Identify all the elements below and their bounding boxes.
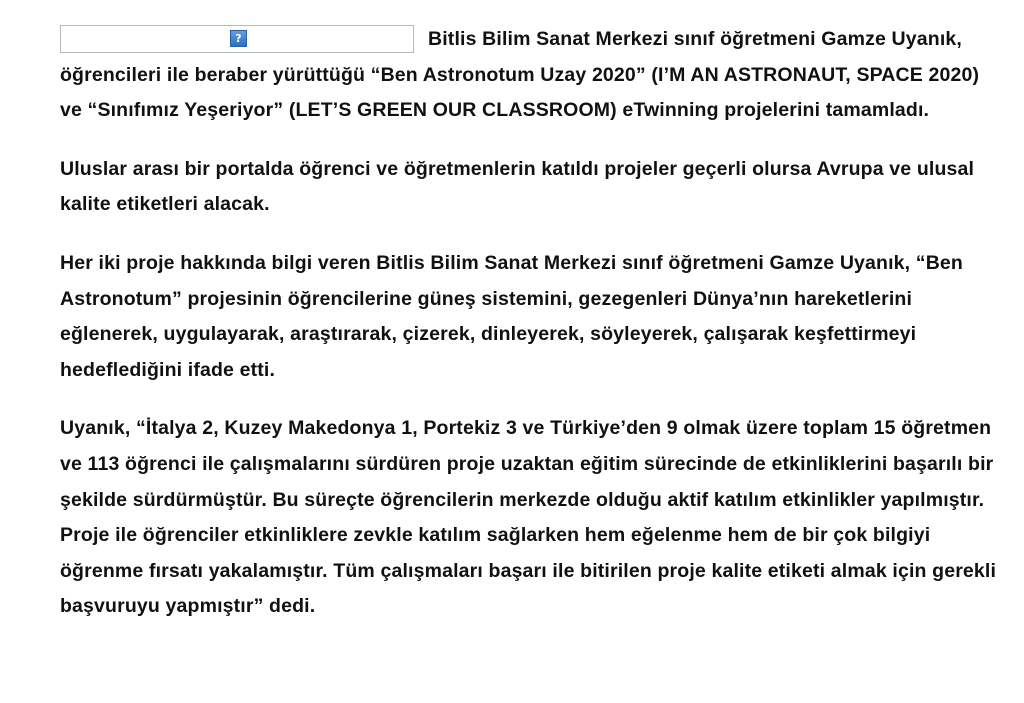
- article-paragraph-1: Bitlis Bilim Sanat Merkezi sınıf öğretmeni Gamze Uyanık, öğrencileri ile beraber yürüttüğü “Ben Astronotum Uzay 2020” (I’M AN ASTRONAUT, SPACE 2020) ve “Sınıfımız Yeşeriyor” (LET’S GREEN OUR CLASSROOM) eTwinning projelerini tamamladı.: [60, 28, 980, 122]
- article-paragraph-2: Uluslar arası bir portalda öğrenci ve öğretmenlerin katıldı projeler geçerli olursa Avrupa ve ulusal kalite etiketleri alacak.: [60, 157, 975, 216]
- broken-image-icon: ?: [230, 30, 247, 47]
- article-paragraph-3: Her iki proje hakkında bilgi veren Bitlis Bilim Sanat Merkezi sınıf öğretmeni Gamze Uyanık, “Ben Astronotum” projesinin öğrencilerine güneş sistemini, gezegenleri Dünya’nın hareketlerini eğlenerek, uygulayarak, araştırarak, çizerek, dinleyerek, söyleyerek, çalışarak keşfettirmeyi hedeflediğini ifade etti.: [60, 251, 963, 381]
- article-paragraph-4: Uyanık, “İtalya 2, Kuzey Makedonya 1, Portekiz 3 ve Türkiye’den 9 olmak üzere toplam 15 öğretmen ve 113 öğrenci ile çalışmalarını sürdüren proje uzaktan eğitim sürecinde de etkinliklerini başarılı bir şekilde sürdürmüştür. Bu süreçte öğrencilerin merkezde olduğu aktif katılım etkinlikler yapılmıştır. Proje ile öğrenciler etkinliklere zevkle katılım sağlarken hem eğelenme hem de bir çok bilgiyi öğrenme fırsatı yakalamıştır. Tüm çalışmaları başarı ile bitirilen proje kalite etiketi almak için gerekli başvuruyu yapmıştır” dedi.: [60, 417, 997, 618]
- article-image-placeholder[interactable]: [60, 25, 414, 53]
- news-article: [60, 22, 1000, 648]
